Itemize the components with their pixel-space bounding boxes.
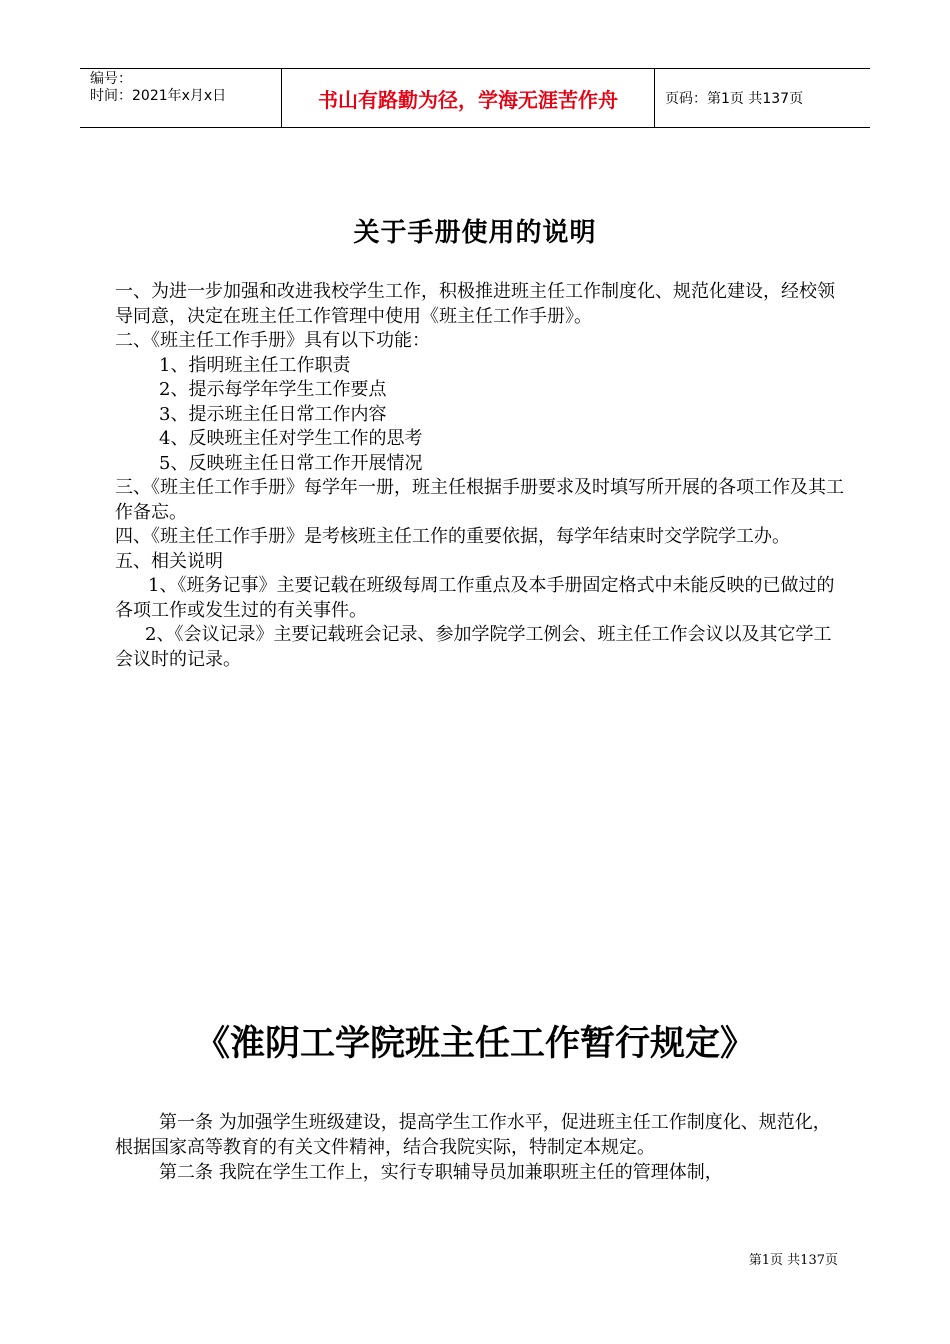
section-title-regulations: 《淮阴工学院班主任工作暂行规定》 xyxy=(194,1023,755,1064)
header-meta xyxy=(80,69,282,127)
list-item: 4、反映班主任对学生工作的思考 xyxy=(159,428,423,449)
list-item: 2、提示每学年学生工作要点 xyxy=(159,379,387,400)
list-item: 3、提示班主任日常工作内容 xyxy=(159,403,387,425)
article-2: 第二条 我院在学生工作上，实行专职辅导员加兼职班主任的管理体制， xyxy=(159,1162,723,1183)
number-label: 编号： xyxy=(90,71,132,87)
note-item: 1、《班务记事》主要记载在班级每周工作重点及本手册固定格式中未能反映的已做过的各项工作或发生过的有关事件。 xyxy=(115,575,835,621)
date-label: 时间：2021年x月x日 xyxy=(90,88,227,104)
paragraph-2: 二、《班主任工作手册》具有以下功能： xyxy=(115,330,430,351)
page-number-label: 页码：第1页 共137页 xyxy=(665,91,804,107)
motto: 书山有路勤为径，学海无涯苦作舟 xyxy=(282,69,655,127)
paragraph-4: 四、《班主任工作手册》是考核班主任工作的重要依据，每学年结束时交学院学工办。 xyxy=(115,526,790,547)
regulations-section xyxy=(115,1110,845,1185)
article-1: 第一条 为加强学生班级建设，提高学生工作水平，促进班主任工作制度化、规范化，根据国家高等教育的有关文件精神，结合我院实际，特制定本规定。 xyxy=(115,1112,831,1158)
paragraph-3: 三、《班主任工作手册》每学年一册，班主任根据手册要求及时填写所开展的各项工作及其工作备忘。 xyxy=(115,477,844,523)
list-item: 1、指明班主任工作职责 xyxy=(159,354,351,376)
page-header xyxy=(80,68,870,128)
section-title-manual-usage: 关于手册使用的说明 xyxy=(353,218,597,248)
paragraph-1: 一、为进一步加强和改进我校学生工作，积极推进班主任工作制度化、规范化建设，经校领导同意，决定在班主任工作管理中使用《班主任工作手册》。 xyxy=(115,281,835,327)
list-item: 5、反映班主任日常工作开展情况 xyxy=(159,452,423,474)
page-footer: 第1页 共137页 xyxy=(748,1253,838,1268)
manual-usage-section xyxy=(115,280,845,672)
paragraph-5: 五、相关说明 xyxy=(115,550,223,572)
note-item: 2、《会议记录》主要记载班会记录、参加学院学工例会、班主任工作会议以及其它学工会议时的记录。 xyxy=(115,624,832,670)
